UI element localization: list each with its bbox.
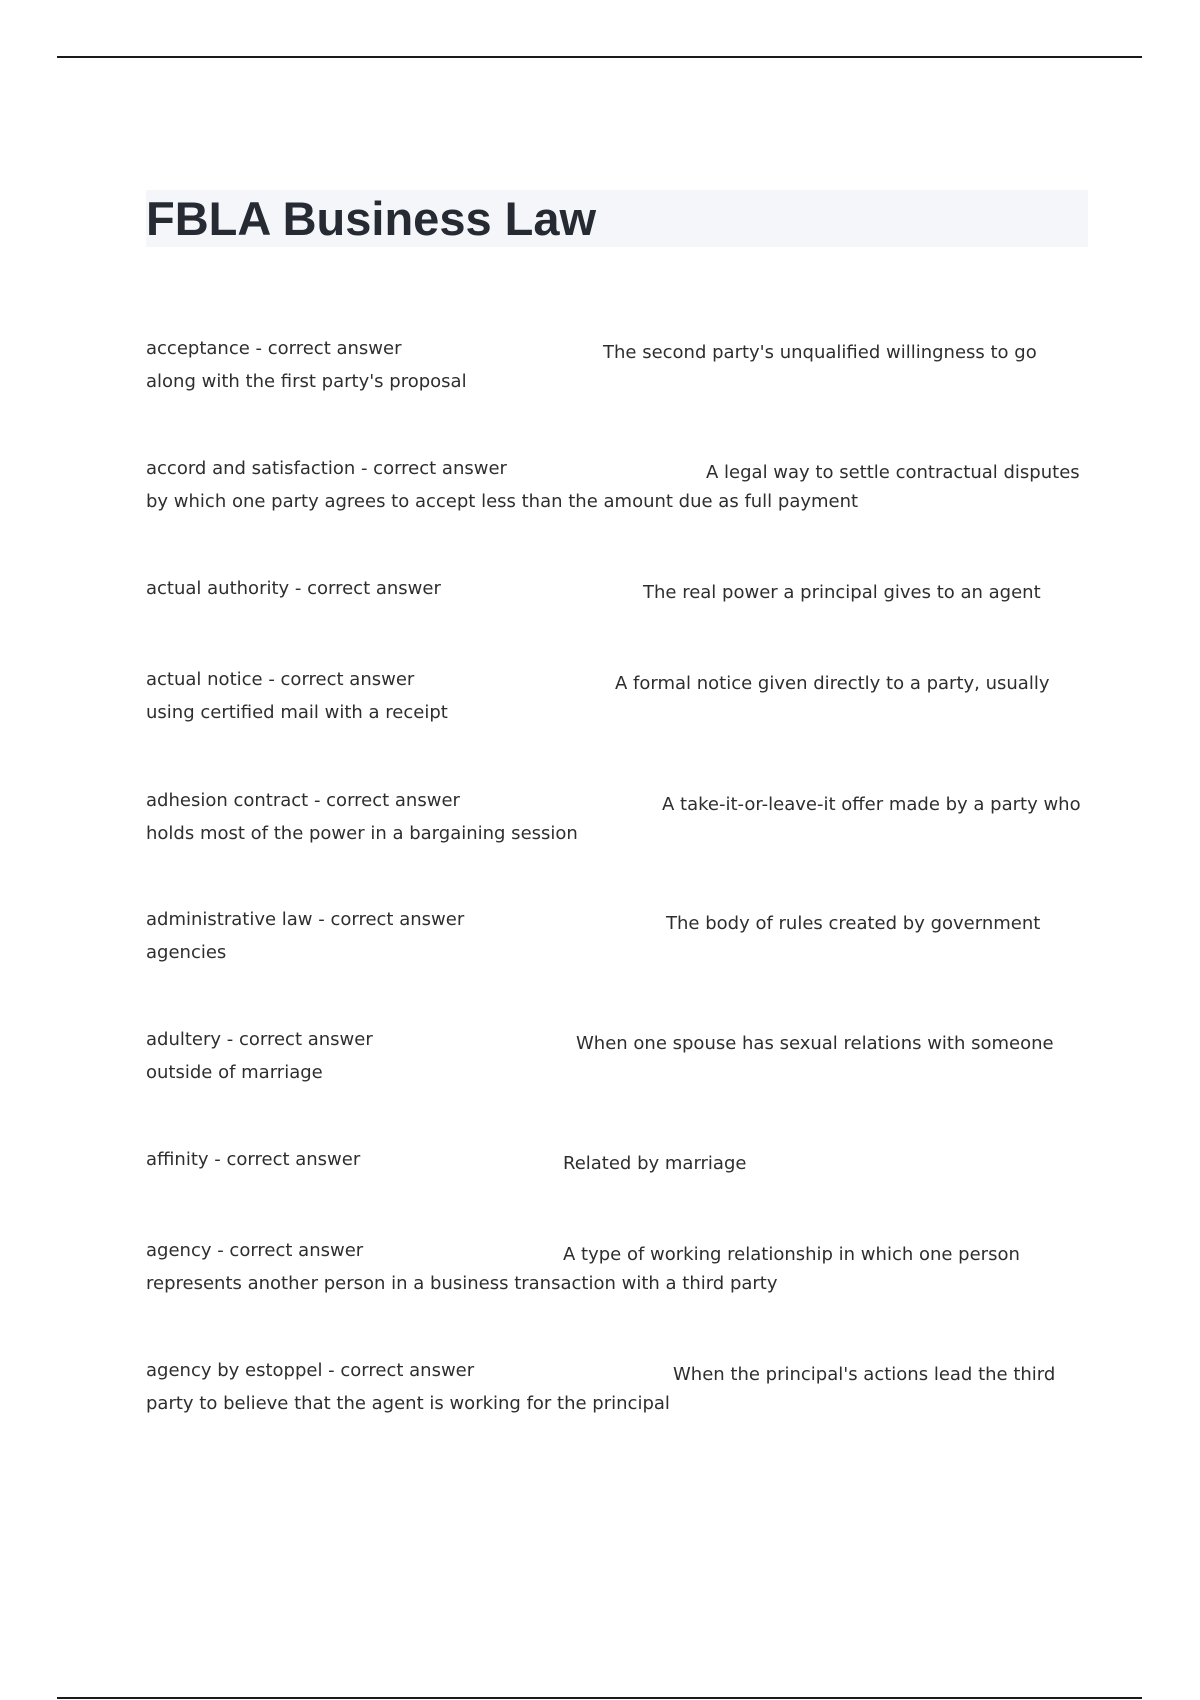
flashcard-entry	[146, 1360, 1091, 1424]
definition-text: A type of working relationship in which one person represents another person in a business transaction with a third party	[146, 1244, 1020, 1294]
term-label: administrative law - correct answer	[146, 909, 465, 930]
definition-text: When one spouse has sexual relations with someone outside of marriage	[146, 1033, 1054, 1083]
flashcard-entry	[146, 1149, 1091, 1213]
definition-text: The second party's unqualified willingness to go along with the first party's proposal	[146, 342, 1037, 392]
page-title: FBLA Business Law	[146, 192, 597, 245]
flashcard-entry	[146, 578, 1091, 642]
definition-text: Related by marriage	[563, 1153, 747, 1174]
term-label: affinity - correct answer	[146, 1149, 361, 1170]
flashcard-entry	[146, 669, 1091, 733]
term-label: actual authority - correct answer	[146, 578, 441, 599]
flashcard-entry	[146, 338, 1091, 402]
definition-text: A legal way to settle contractual disputes by which one party agrees to accept less than the amount due as full payment	[146, 462, 1080, 512]
term-label: acceptance - correct answer	[146, 338, 402, 359]
top-rule	[57, 56, 1142, 58]
flashcard-entry	[146, 458, 1091, 522]
term-label: adhesion contract - correct answer	[146, 790, 460, 811]
definition-text: A take-it-or-leave-it offer made by a party who holds most of the power in a bargaining session	[146, 794, 1081, 844]
definition-text: When the principal's actions lead the third party to believe that the agent is working for the principal	[146, 1364, 1056, 1414]
definition-text: The real power a principal gives to an agent	[643, 582, 1041, 603]
bottom-rule	[57, 1697, 1142, 1699]
title-banner	[146, 190, 1088, 247]
term-label: agency by estoppel - correct answer	[146, 1360, 475, 1381]
definition-text: A formal notice given directly to a party, usually using certified mail with a receipt	[146, 673, 1050, 723]
term-label: agency - correct answer	[146, 1240, 364, 1261]
term-label: actual notice - correct answer	[146, 669, 415, 690]
term-label: accord and satisfaction - correct answer	[146, 458, 507, 479]
definition-text: The body of rules created by government agencies	[146, 913, 1041, 963]
flashcard-entry	[146, 1240, 1091, 1304]
flashcard-entry	[146, 790, 1091, 854]
flashcard-entry	[146, 1029, 1091, 1093]
term-label: adultery - correct answer	[146, 1029, 373, 1050]
flashcard-entry	[146, 909, 1091, 973]
